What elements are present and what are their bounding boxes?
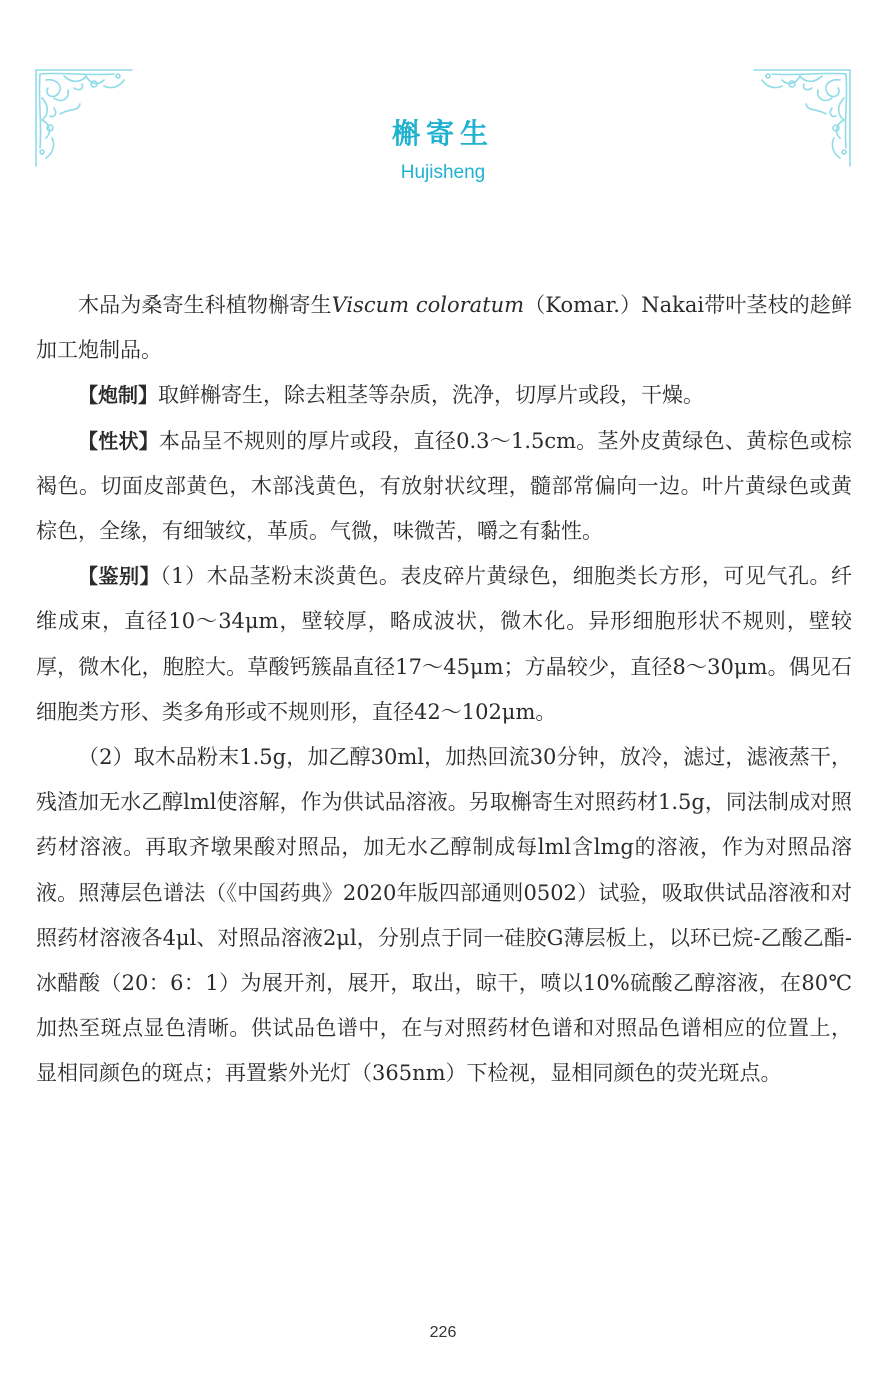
page-subtitle: Hujisheng [400, 162, 486, 183]
latin-name: Viscum coloratum [331, 293, 525, 317]
identification-text-2: （2）取木品粉末1.5g，加乙醇30ml，加热回流30分钟，放冷，滤过，滤液蒸干，残渣加无水乙醇lml使溶解，作为供试品溶液。另取槲寄生对照药材1.5g，同法制成对照药材溶液。再取齐墩果酸对照品，加无水乙醇制成每lml含lmg的溶液，作为对照品溶液。照薄层色谱法（《中国药典》2020年版四部通则0502）试验，吸取供试品溶液和对照药材溶液各4μl、对照品溶液2μl，分别点于同一硅胶G薄层板上，以环已烷-乙酸乙酯-冰醋酸（20：6：1）为展开剂，展开，取出，晾干，喷以10%硫酸乙醇溶液，在80℃加热至斑点显色清晰。供试品色谱中，在与对照药材色谱和对照品色谱相应的位置上，显相同颜色的斑点；再置紫外光灯（365nm）下检视，显相同颜色的荧光斑点。 [36, 745, 852, 1086]
properties-paragraph [36, 419, 852, 555]
monograph-body [36, 283, 852, 1097]
identification-paragraph-1 [36, 554, 852, 735]
properties-heading: 【性状】 [78, 428, 159, 453]
page-title: 槲寄生 [391, 117, 494, 150]
processing-text: 取鲜槲寄生，除去粗茎等杂质，洗净，切厚片或段，干燥。 [158, 383, 704, 408]
processing-paragraph [36, 373, 852, 418]
identification-text-1: （1）木品茎粉末淡黄色。表皮碎片黄绿色，细胞类长方形，可见气孔。纤维成束，直径10～34μm，壁较厚，略成波状，微木化。异形细胞形状不规则，壁较厚，微木化，胞腔大。草酸钙簇晶直径17～45μm；方晶较少，直径8～30μm。偶见石细胞类方形、类多角形或不规则形，直径42～102μm。 [36, 564, 853, 724]
page-number: 226 [429, 1324, 457, 1341]
properties-text: 本品呈不规则的厚片或段，直径0.3～1.5cm。茎外皮黄绿色、黄棕色或棕褐色。切面皮部黄色，木部浅黄色，有放射状纹理，髓部常偏向一边。叶片黄绿色或黄棕色，全缘，有细皱纹，革质。气微，味微苦，嚼之有黏性。 [36, 428, 853, 544]
intro-text-pre: 木品为桑寄生科植物槲寄生 [78, 293, 332, 317]
intro-text-post: （Komar.）Nakai带叶茎枝的趁鲜加工炮制品。 [36, 293, 852, 363]
identification-heading: 【鉴别】 [78, 564, 161, 589]
intro-paragraph [36, 283, 852, 373]
processing-heading: 【炮制】 [78, 383, 158, 408]
identification-paragraph-2 [36, 735, 852, 1097]
